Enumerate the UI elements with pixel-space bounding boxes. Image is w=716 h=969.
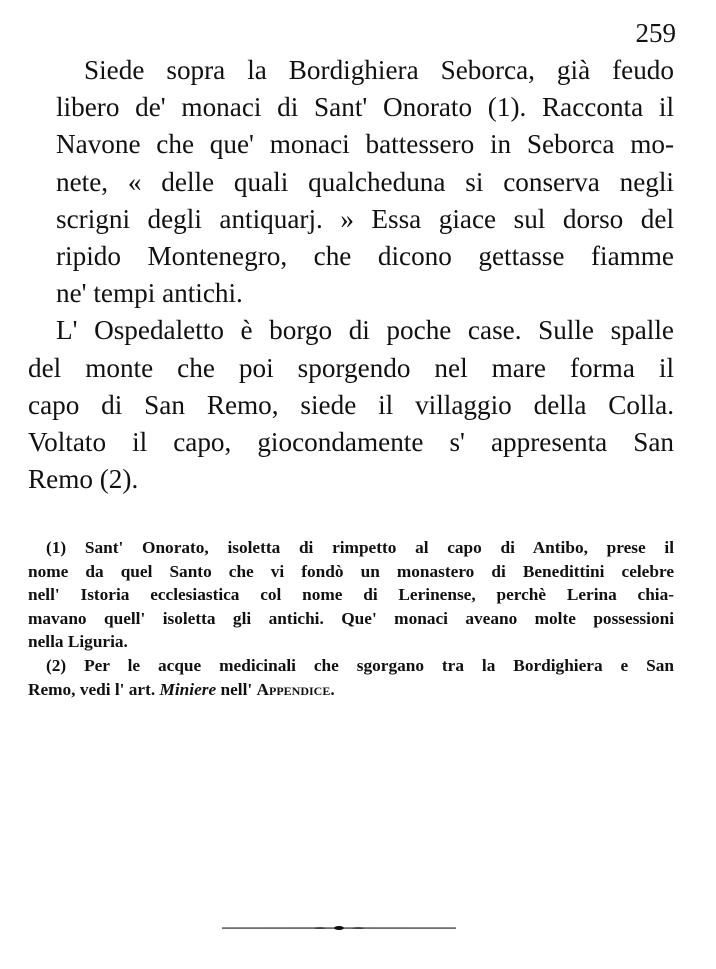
footnotes (28, 536, 674, 701)
footnote-line: nell' Istoria ecclesiastica col nome di Lerinense, perchè Lerina chia- (28, 585, 674, 605)
text-line: Remo (2). (28, 464, 139, 495)
text-line: Voltato il capo, giocondamente s' appresenta San (28, 427, 674, 458)
text-line: capo di San Remo, siede il villaggio della Colla. (28, 389, 674, 420)
page-number: 259 (635, 18, 676, 48)
body-text (28, 52, 674, 498)
text-line: L' Ospedaletto è borgo di poche case. Sulle spalle (56, 315, 674, 346)
text-line: libero de' monaci di Sant' Onorato (1). Racconta il (56, 92, 674, 123)
footnote-line: (2) Per le acque medicinali che sgorgano tra la Bordighiera e San (46, 655, 674, 675)
footnote-line: (1) Sant' Onorato, isoletta di rimpetto al capo di Antibo, prese il (46, 538, 674, 557)
text-line: Navone che que' monaci battessero in Seborca mo- (56, 129, 674, 160)
text-line: Siede sopra la Bordighiera Seborca, già feudo (84, 55, 674, 85)
text-line: ripido Montenegro, che dicono gettasse fiamme (56, 241, 674, 272)
paragraph-1 (28, 52, 674, 312)
text-line: scrigni degli antiquarj. » Essa giace sul dorso del (56, 203, 674, 234)
footnote-line: nome da quel Santo che vi fondò un monastero di Benedittini celebre (28, 561, 674, 581)
footnote-line (28, 678, 674, 702)
footnote-text: Remo, vedi l' art. (28, 679, 156, 699)
footnote-1 (28, 536, 674, 654)
footnote-text: nell' (220, 679, 253, 699)
paragraph-2 (28, 312, 674, 498)
footnote-italic-word: Miniere (159, 679, 217, 699)
footnote-line: mavano quell' isoletta gli antichi. Que' monaci aveano molte possessioni (28, 608, 674, 628)
text-line: del monte che poi sporgendo nel mare forma il (28, 352, 674, 383)
decorative-rule-icon (222, 926, 456, 930)
footnote-2 (28, 654, 674, 701)
text-line: nete, « delle quali qualcheduna si conserva negli (56, 166, 674, 197)
text-line: ne' tempi antichi. (56, 278, 243, 309)
footnote-smallcaps-word: Appendice. (256, 679, 335, 699)
footnote-line: nella Liguria. (28, 632, 128, 652)
